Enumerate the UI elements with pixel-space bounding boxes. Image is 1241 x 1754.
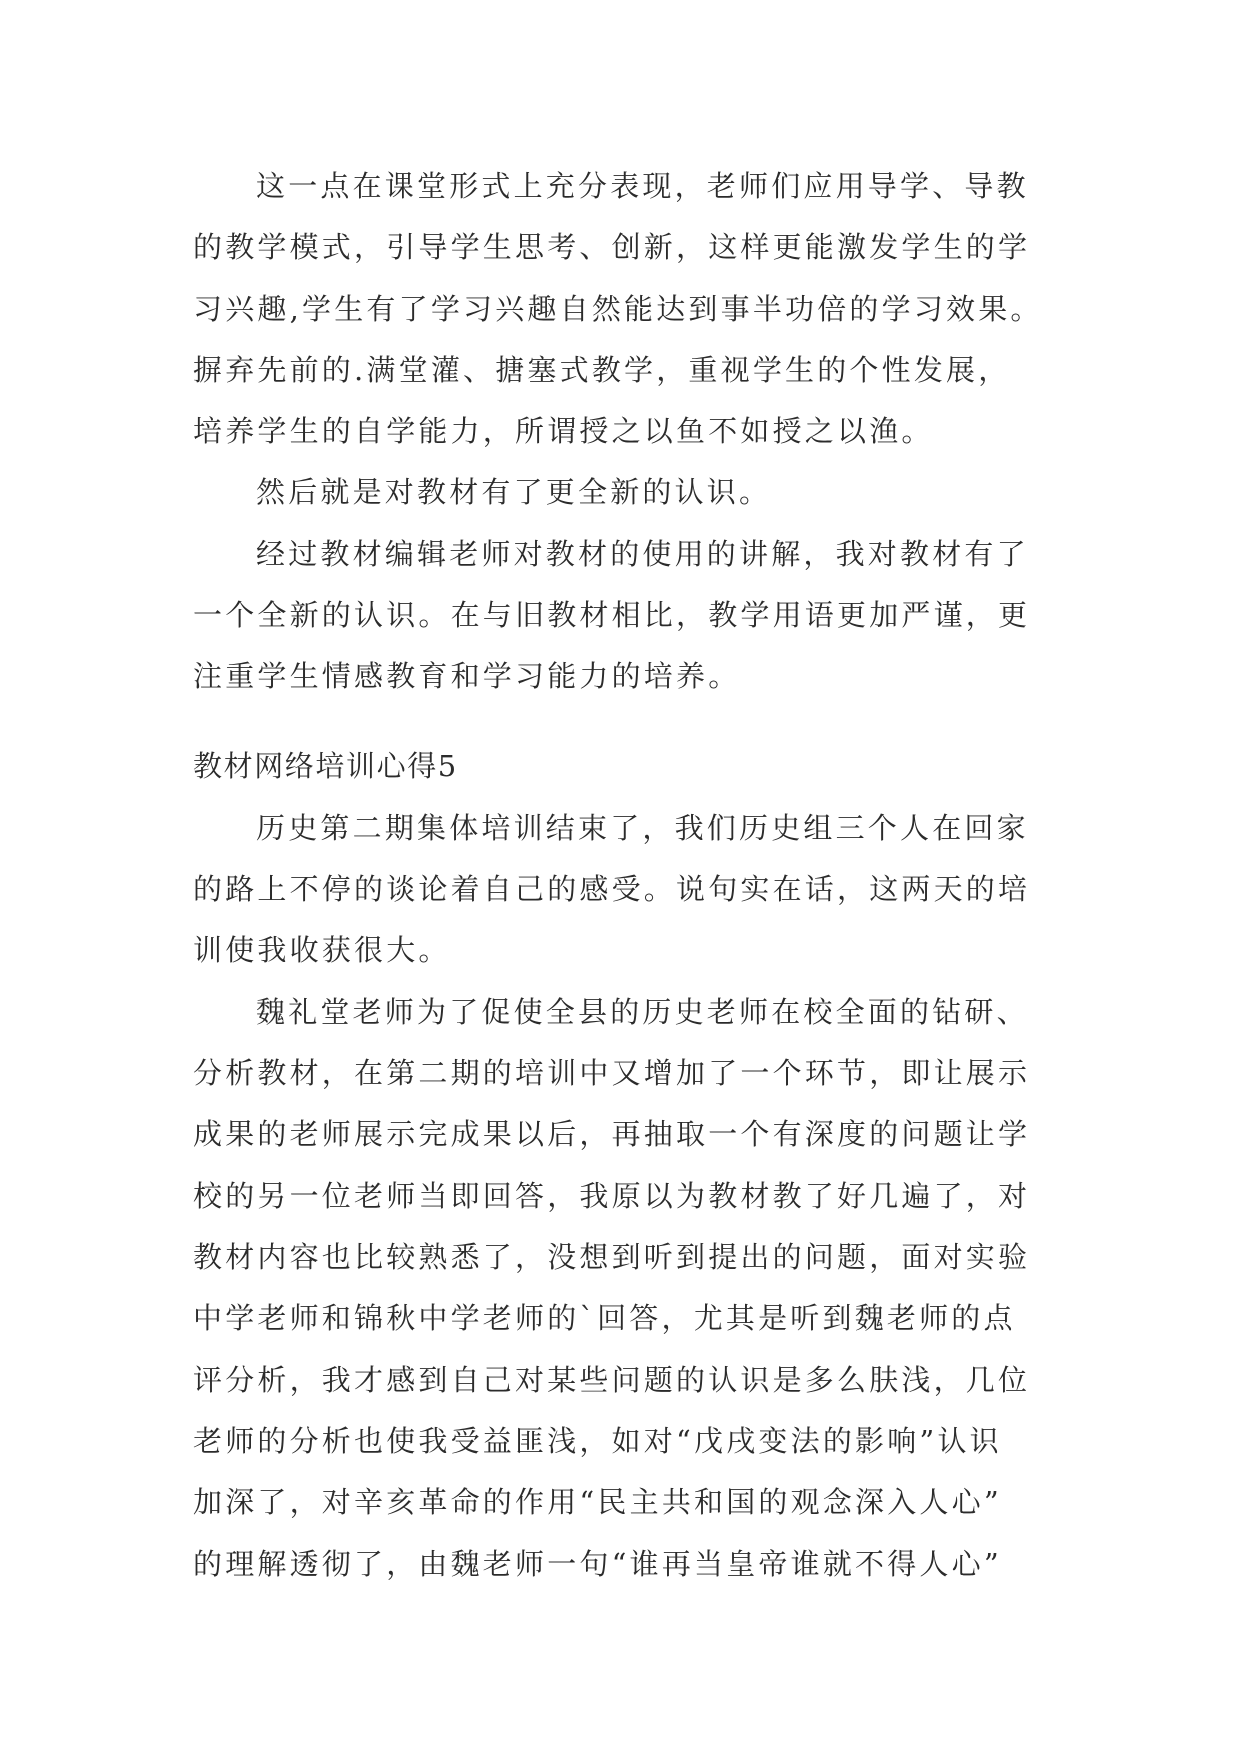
- paragraph-line: 习兴趣,学生有了学习兴趣自然能达到事半功倍的学习效果。: [193, 292, 1043, 326]
- paragraph-line: 评分析，我才感到自己对某些问题的认识是多么肤浅，几位: [193, 1363, 1031, 1397]
- paragraph-line: 经过教材编辑老师对教材的使用的讲解，我对教材有了: [256, 537, 1029, 571]
- paragraph-line: 一个全新的认识。在与旧教材相比，教学用语更加严谨，更: [193, 598, 1031, 632]
- paragraph-line: 成果的老师展示完成果以后，再抽取一个有深度的问题让学: [193, 1117, 1031, 1151]
- paragraph-line: 训使我收获很大。: [193, 933, 451, 967]
- paragraph-line: 魏礼堂老师为了促使全县的历史老师在校全面的钻研、: [256, 995, 1029, 1029]
- paragraph-line: 历史第二期集体培训结束了，我们历史组三个人在回家: [256, 811, 1029, 845]
- paragraph-line: 中学老师和锦秋中学老师的`回答，尤其是听到魏老师的点: [193, 1301, 1016, 1335]
- paragraph-line: 培养学生的自学能力，所谓授之以鱼不如授之以渔。: [193, 414, 934, 448]
- section-heading: 教材网络培训心得5: [193, 749, 458, 783]
- paragraph-line: 摒弃先前的.满堂灌、搪塞式教学，重视学生的个性发展，: [193, 353, 1011, 387]
- paragraph-line: 然后就是对教材有了更全新的认识。: [256, 475, 772, 509]
- paragraph-line: 分析教材，在第二期的培训中又增加了一个环节，即让展示: [193, 1056, 1031, 1090]
- paragraph-line: 老师的分析也使我受益匪浅，如对“戊戌变法的影响”认识: [193, 1424, 1002, 1458]
- paragraph-line: 加深了，对辛亥革命的作用“民主共和国的观念深入人心”: [193, 1485, 1002, 1519]
- paragraph-line: 的路上不停的谈论着自己的感受。说句实在话，这两天的培: [193, 872, 1031, 906]
- paragraph-line: 校的另一位老师当即回答，我原以为教材教了好几遍了，对: [193, 1179, 1031, 1213]
- paragraph-line: 注重学生情感教育和学习能力的培养。: [193, 659, 741, 693]
- paragraph-line: 的教学模式，引导学生思考、创新，这样更能激发学生的学: [193, 230, 1031, 264]
- paragraph-line: 的理解透彻了，由魏老师一句“谁再当皇帝谁就不得人心”: [193, 1547, 1002, 1581]
- paragraph-line: 教材内容也比较熟悉了，没想到听到提出的问题，面对实验: [193, 1240, 1031, 1274]
- paragraph-line: 这一点在课堂形式上充分表现，老师们应用导学、导教: [256, 169, 1029, 203]
